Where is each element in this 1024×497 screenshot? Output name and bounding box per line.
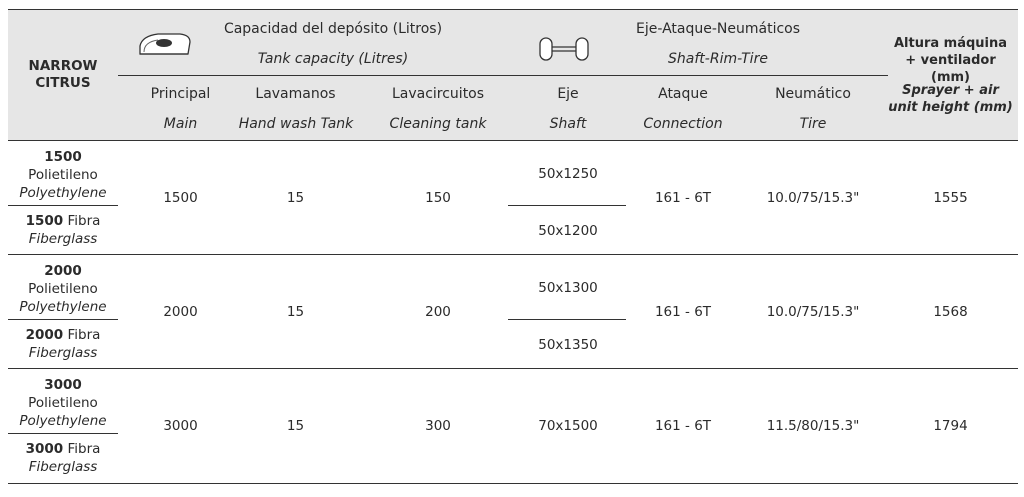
- table-bottom-border: [8, 483, 1018, 484]
- col-hand-es: Lavamanos: [255, 86, 336, 102]
- fiber-label-es: Fibra: [67, 213, 101, 229]
- col-main-es: Principal: [150, 86, 211, 102]
- col-shaft-es: Eje: [557, 86, 579, 102]
- main-capacity: 3000: [163, 418, 198, 434]
- height-header-es: Altura máquina + ventilador (mm): [893, 36, 1008, 85]
- poly-label-en: Polyethylene: [19, 299, 107, 315]
- fiber-label-es: Fibra: [67, 441, 101, 457]
- tire-value: 11.5/80/15.3": [766, 418, 860, 434]
- shaft-divider: [508, 205, 626, 206]
- col-connection-en: Connection: [643, 116, 723, 132]
- col-tire-es: Neumático: [775, 86, 851, 102]
- model-divider: [8, 205, 118, 206]
- cleaning-capacity: 150: [425, 190, 451, 206]
- spec-table: [8, 9, 1018, 485]
- axle-icon: [538, 36, 590, 62]
- col-tire-en: Tire: [799, 116, 827, 132]
- row-divider: [8, 368, 1018, 369]
- tank-group-title-es: Capacidad del depósito (Litros): [223, 21, 443, 37]
- col-hand-en: Hand wash Tank: [238, 116, 354, 132]
- fiber-label-en: Fiberglass: [28, 459, 98, 475]
- fiber-label-en: Fiberglass: [28, 345, 98, 361]
- model-divider: [8, 433, 118, 434]
- col-cleaning-en: Cleaning tank: [389, 116, 487, 132]
- col-shaft-en: Shaft: [549, 116, 587, 132]
- fiber-model-number: 2000: [25, 327, 64, 343]
- connection-value: 161 - 6T: [654, 418, 712, 434]
- fiber-label-en: Fiberglass: [28, 231, 98, 247]
- height-value: 1794: [933, 418, 968, 434]
- shaft-group-title-es: Eje-Ataque-Neumáticos: [635, 21, 801, 37]
- shaft-value: 50x1350: [538, 337, 598, 353]
- shaft-divider: [508, 319, 626, 320]
- poly-label-es: Polietileno: [28, 395, 98, 411]
- poly-model-number: 2000: [44, 263, 82, 279]
- cleaning-capacity: 200: [425, 304, 451, 320]
- model-column-header: NARROW CITRUS: [28, 58, 98, 91]
- main-capacity: 1500: [163, 190, 198, 206]
- tire-value: 10.0/75/15.3": [766, 304, 860, 320]
- shaft-group-title-en: Shaft-Rim-Tire: [668, 51, 768, 67]
- poly-label-es: Polietileno: [28, 281, 98, 297]
- hand-wash-capacity: 15: [286, 304, 305, 320]
- connection-value: 161 - 6T: [654, 190, 712, 206]
- shaft-value: 70x1500: [538, 418, 598, 434]
- poly-label-en: Polyethylene: [19, 185, 107, 201]
- connection-value: 161 - 6T: [654, 304, 712, 320]
- poly-model-number: 3000: [44, 377, 82, 393]
- fiber-model-number: 1500: [25, 213, 64, 229]
- tank-group-title-en: Tank capacity (Litres): [257, 51, 409, 67]
- group-divider: [118, 75, 888, 76]
- tire-value: 10.0/75/15.3": [766, 190, 860, 206]
- hand-wash-capacity: 15: [286, 418, 305, 434]
- height-value: 1568: [933, 304, 968, 320]
- shaft-value: 50x1300: [538, 280, 598, 296]
- cleaning-capacity: 300: [425, 418, 451, 434]
- height-header-en: Sprayer + air unit height (mm): [888, 83, 1013, 115]
- height-value: 1555: [933, 190, 968, 206]
- fiber-model-number: 3000: [25, 441, 64, 457]
- poly-label-es: Polietileno: [28, 167, 98, 183]
- model-divider: [8, 319, 118, 320]
- hand-wash-capacity: 15: [286, 190, 305, 206]
- shaft-value: 50x1200: [538, 223, 598, 239]
- shaft-value: 50x1250: [538, 166, 598, 182]
- poly-label-en: Polyethylene: [19, 413, 107, 429]
- tank-icon: [136, 30, 194, 60]
- col-connection-es: Ataque: [658, 86, 708, 102]
- fiber-label-es: Fibra: [67, 327, 101, 343]
- poly-model-number: 1500: [44, 149, 82, 165]
- row-divider: [8, 254, 1018, 255]
- col-cleaning-es: Lavacircuitos: [391, 86, 485, 102]
- main-capacity: 2000: [163, 304, 198, 320]
- col-main-en: Main: [163, 116, 198, 132]
- table-header: [8, 9, 1018, 141]
